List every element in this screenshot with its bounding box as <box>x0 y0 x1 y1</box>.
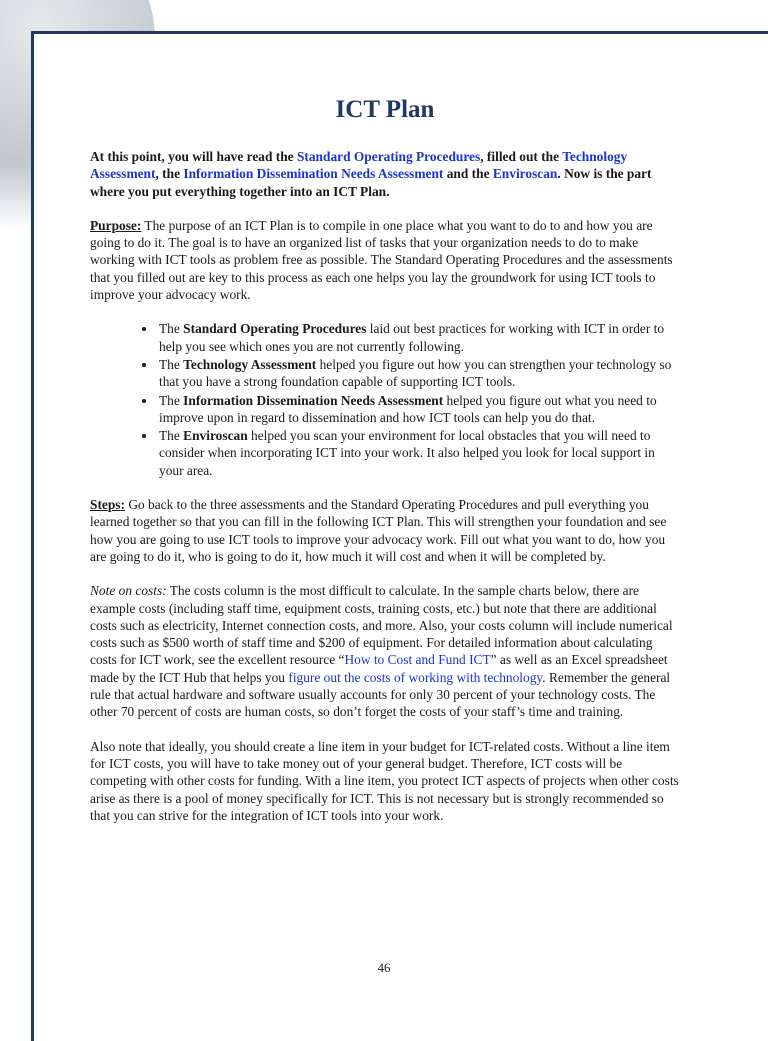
steps-paragraph: Steps: Go back to the three assessments and the Standard Operating Procedures and pull everything you learned together so that you can fill in the following ICT Plan. This will strengthen your foundation and see how you are going to use ICT tools to improve your advocacy work. Fill out what you want to do, how you are going to do it, who is going to do it, how much it will cost and when it will be completed by. <box>90 497 667 564</box>
link-enviroscan[interactable]: Enviroscan <box>492 166 558 182</box>
assessment-list <box>90 320 680 479</box>
list-item: • The Technology Assessment helped you figure out how you can strengthen your technology so that you have a strong foundation capable of supporting ICT tools. <box>157 356 680 391</box>
intro-paragraph: At this point, you will have read the Standard Operating Procedures, filled out the Technology Assessment, the Information Dissemination Needs Assessment and the Enviroscan. Now is the part where you put everything together into an ICT Plan. <box>90 149 652 199</box>
purpose-label: Purpose: <box>90 217 142 233</box>
link-technology-assessment[interactable]: Technology Assessment <box>90 149 628 182</box>
page-title: ICT Plan <box>335 96 435 123</box>
purpose-paragraph: Purpose: The purpose of an ICT Plan is to compile in one place what you want to do to and how you are going to do it. The goal is to have an organized list of tasks that your organization needs to do to make working with ICT tools as problem free as possible. The Standard Operating Procedures and the assessments that you filled out are key to this process as each one helps you lay the groundwork for using ICT tools to improve your advocacy work. <box>90 217 673 303</box>
costs-note-label: Note on costs: <box>90 583 167 599</box>
page-number: 46 <box>377 960 391 975</box>
list-item: • The Standard Operating Procedures laid out best practices for working with ICT in order to help you see which ones you are not currently following. <box>157 320 680 355</box>
link-figure-out-costs[interactable]: figure out the costs of working with technology <box>288 669 543 685</box>
link-how-to-cost-and-fund-ict[interactable]: How to Cost and Fund ICT <box>344 652 491 668</box>
link-standard-operating-procedures[interactable]: Standard Operating Procedures <box>296 149 481 164</box>
link-information-dissemination-needs-assessment[interactable]: Information Dissemination Needs Assessment <box>183 166 444 182</box>
page-content <box>90 96 680 841</box>
budget-paragraph: Also note that ideally, you should create a line item in your budget for ICT-related costs. Without a line item for ICT costs, you will have to take money out of your general budget. Therefore, ICT costs will be competing with other costs for funding. With a line item, you protect ICT aspects of projects when other costs arise as there is a pool of money specifically for ICT. This is not necessary but is strongly recommended so that you can strive for the integration of ICT tools into your work. <box>90 738 679 823</box>
costs-note-paragraph: Note on costs: The costs column is the most difficult to calculate. In the sample charts below, there are example costs (including staff time, equipment costs, training costs, etc.) but note that there are additional costs such as electricity, Internet connection costs, and more. Also, your costs column will include numerical costs such as $500 worth of staff time and $200 of equipment. For detailed information about calculating costs for ICT work, see the excellent resource “How to Cost and Fund ICT” as well as an Excel spreadsheet made by the ICT Hub that helps you figure out the costs of working with technology. Remember the general rule that actual hardware and software usually accounts for only 30 percent of your technology costs. The other 70 percent of costs are human costs, so don’t forget the costs of your staff’s time and training. <box>90 583 673 720</box>
list-item: • The Enviroscan helped you scan your environment for local obstacles that you will need to consider when incorporating ICT into your work. It also helped you look for local support in your area. <box>157 427 680 479</box>
steps-label: Steps: <box>90 497 125 513</box>
list-item: • The Information Dissemination Needs Assessment helped you figure out what you need to improve upon in regard to dissemination and how ICT tools can help you do that. <box>157 392 680 427</box>
